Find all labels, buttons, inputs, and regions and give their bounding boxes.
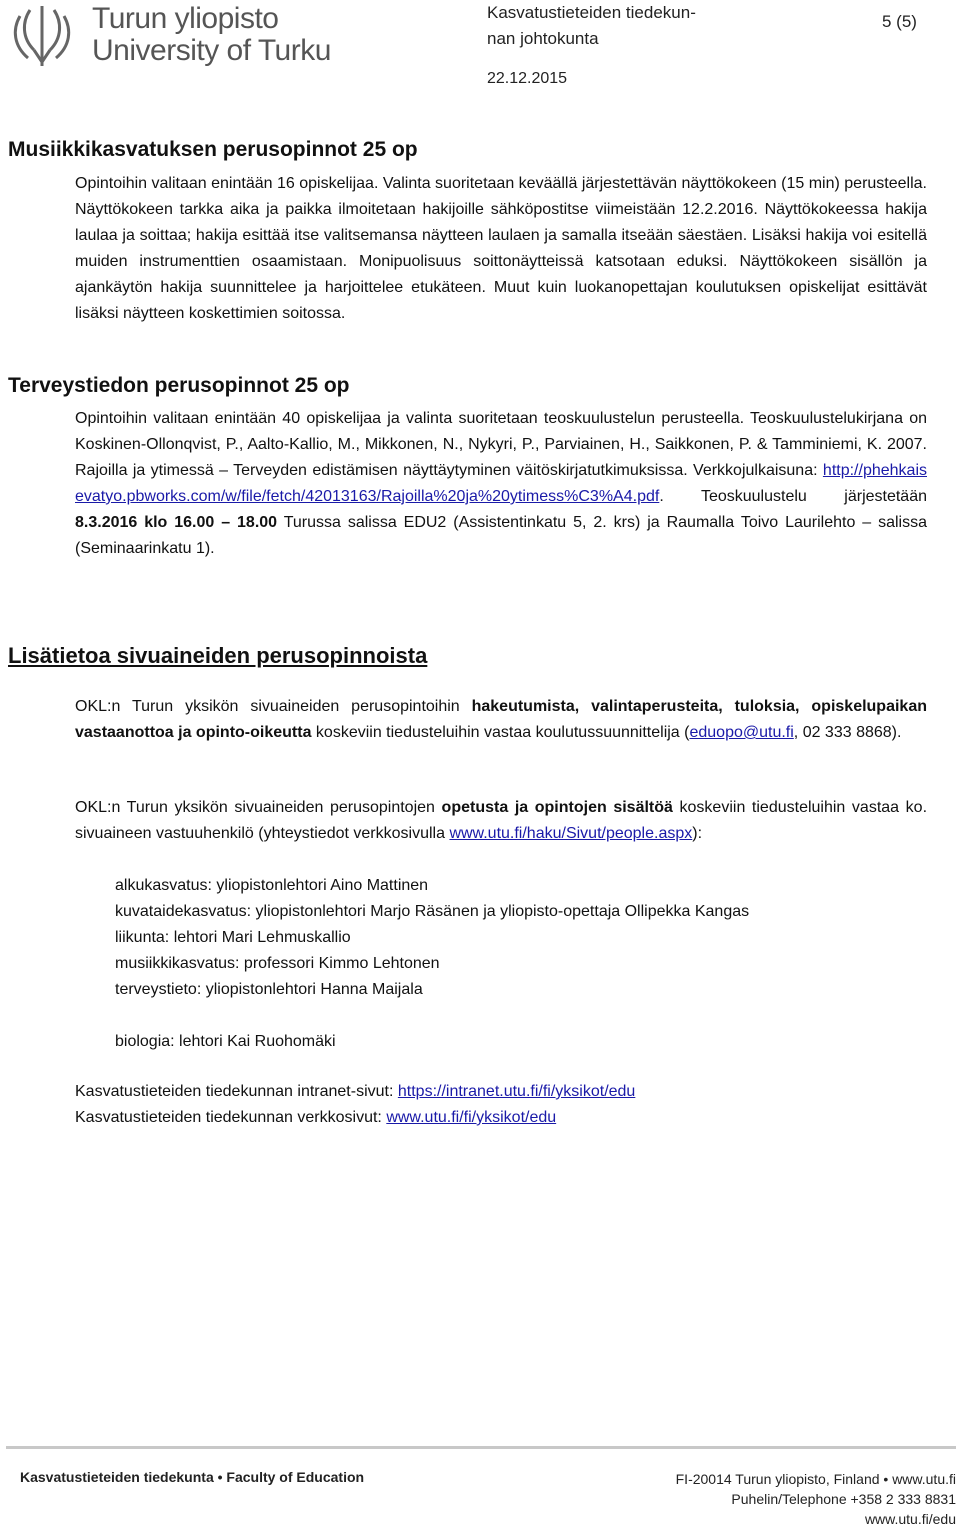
people-page-link[interactable]: www.utu.fi/haku/Sivut/people.aspx	[449, 825, 693, 842]
website-line	[75, 1105, 635, 1131]
website-link[interactable]: www.utu.fi/fi/yksikot/edu	[386, 1109, 557, 1126]
header-unit-line1: Kasvatustieteiden tiedekun-	[487, 3, 696, 22]
footer-divider	[6, 1446, 956, 1449]
logo-name-english: University of Turku	[92, 34, 331, 67]
info-p2-text-c: ):	[692, 825, 703, 842]
health-text-location: Turussa salissa EDU2 (Assistentinkatu 5, 2. krs) ja Raumalla Toivo Laurilehto – salissa (Seminaarinkatu 1).	[75, 514, 928, 557]
info-p2-bold: opetusta ja opintojen sisältöä	[441, 799, 673, 816]
intranet-label: Kasvatustieteiden tiedekunnan intranet-sivut:	[75, 1083, 394, 1100]
intranet-link[interactable]: https://intranet.utu.fi/fi/yksikot/edu	[397, 1083, 636, 1100]
footer-contact	[676, 1469, 956, 1529]
info-paragraph-content	[75, 795, 927, 847]
list-item: alkukasvatus: yliopistonlehtori Aino Mattinen	[115, 877, 429, 894]
logo-name-finnish: Turun yliopisto	[92, 2, 279, 35]
footer-address: FI-20014 Turun yliopisto, Finland • www.utu.fi	[675, 1471, 956, 1487]
section-title-health: Terveystiedon perusopinnot 25 op	[8, 374, 350, 397]
footer-faculty: Kasvatustieteiden tiedekunta • Faculty of Education	[20, 1469, 365, 1485]
list-item: kuvataidekasvatus: yliopistonlehtori Marjo Räsänen ja yliopisto-opettaja Ollipekka Kangas	[115, 903, 750, 920]
section-text-music: Opintoihin valitaan enintään 16 opiskelijaa. Valinta suoritetaan keväällä järjestettävän näyttökokeen (15 min) perusteella. Näyttökokeen tarkka aika ja paikka ilmoitetaan hakijoille sähköpostitse viimeistään 12.2.2016. Näyttökokeessa hakija laulaa ja soittaa; hakija esittää itse valitsemansa näytteen laulaen ja samalla itseään säestäen. Lisäksi hakija voi esitellä muiden instrumenttien osaamistaan. Monipuolisuus soittonäytteissä katsotaan eduksi. Näyttökokeen sisällön ja ajankäytön hakija suunnittelee ja harjoittelee etukäteen. Muut kuin luokanopettajan koulutuksen opiskelijat esittävät lisäksi näytteen koskettimien soitossa.	[75, 175, 927, 322]
email-link[interactable]: eduopo@utu.fi	[689, 724, 794, 741]
info-p2-text-a: OKL:n Turun yksikön sivuaineiden perusopintojen	[75, 799, 435, 816]
intranet-line	[75, 1079, 635, 1105]
list-item: terveystieto: yliopistonlehtori Hanna Maijala	[115, 981, 423, 998]
health-text-intro: Opintoihin valitaan enintään 40 opiskelijaa ja valinta suoritetaan teoskuulustelun perusteella. Teoskuulustelukirjana on Koskinen-Ollonqvist, P., Aalto-Kallio, M., Mikkonen, N., Nykyri, P., Parviainen, H., Saikkonen, P. & Tamminiemi, K. 2007. Rajoilla ja ytimessä – Terveyden edistämisen näyttäytyminen väitöskirjatutkimuksissa. Verkkojulkaisuna:	[75, 410, 927, 479]
header-unit	[487, 0, 757, 52]
section-title-info: Lisätietoa sivuaineiden perusopinnoista	[8, 643, 428, 668]
info-p1-bold: hakeutumista, valintaperusteita, tuloksia, opiskelupaikan vastaanottoa ja opinto-oikeutta	[75, 698, 927, 741]
section-title-music: Musiikkikasvatuksen perusopinnot 25 op	[8, 138, 418, 161]
info-p1-text-b: koskeviin tiedusteluihin vastaa koulutussuunnittelija (	[315, 724, 690, 741]
list-spacer	[115, 1003, 749, 1029]
list-item: musiikkikasvatus: professori Kimmo Lehtonen	[115, 955, 440, 972]
list-item: biologia: lehtori Kai Ruohomäki	[115, 1033, 336, 1050]
info-p2-text-b: koskeviin tiedusteluihin vastaa ko. sivuaineen vastuuhenkilö (yhteystiedot verkkosivulla	[75, 799, 928, 842]
footer-url: www.utu.fi/edu	[864, 1511, 956, 1527]
section-text-health	[75, 406, 927, 562]
faculty-links	[75, 1079, 635, 1131]
contact-list	[115, 873, 749, 1055]
health-text-exam: . Teoskuulustelu järjestetään	[659, 488, 927, 505]
info-p1-text-c: , 02 333 8868).	[793, 724, 902, 741]
website-label: Kasvatustieteiden tiedekunnan verkkosivut:	[75, 1109, 382, 1126]
health-exam-time: 8.3.2016 klo 16.00 – 18.00	[75, 514, 278, 531]
health-publication-link[interactable]: http://phehkaisevatyo.pbworks.com/w/file/fetch/42013163/Rajoilla%20ja%20ytimess%C3%A4.pdf	[75, 462, 927, 505]
info-paragraph-admission	[75, 694, 927, 746]
university-emblem-icon	[6, 0, 78, 72]
header-unit-line2: nan johtokunta	[487, 29, 599, 48]
footer-phone: Puhelin/Telephone +358 2 333 8831	[731, 1491, 956, 1507]
document-date: 22.12.2015	[487, 70, 568, 87]
university-logo	[6, 0, 331, 72]
info-p1-text-a: OKL:n Turun yksikön sivuaineiden perusopintoihin	[75, 698, 460, 715]
list-item: liikunta: lehtori Mari Lehmuskallio	[115, 929, 351, 946]
page-number: 5 (5)	[882, 12, 917, 31]
